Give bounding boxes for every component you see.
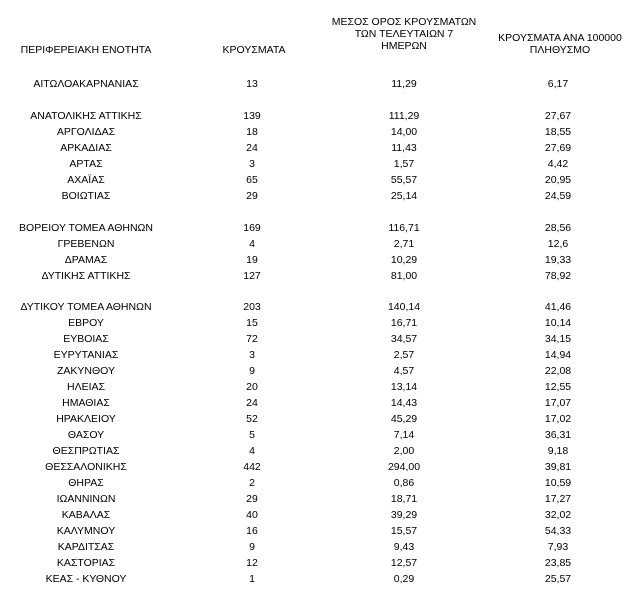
cell-avg7: 2,71 xyxy=(393,237,415,250)
cell-cases: 12 xyxy=(246,556,258,569)
cell-region: ΘΕΣΣΑΛΟΝΙΚΗΣ xyxy=(45,460,127,473)
cell-cases: 20 xyxy=(246,381,258,394)
cell-per100k: 17,02 xyxy=(544,413,572,426)
cell-avg7: 15,57 xyxy=(390,524,418,537)
cell-region: ΑΡΚΑΔΙΑΣ xyxy=(60,141,112,154)
cell-avg7: 10,29 xyxy=(390,253,418,266)
cell-region: ΚΕΑΣ - ΚΥΘΝΟΥ xyxy=(45,572,127,585)
cell-cases: 19 xyxy=(246,253,258,266)
cell-avg7: 2,00 xyxy=(393,445,415,457)
cell-avg7: 0,86 xyxy=(393,476,415,489)
cell-cases: 24 xyxy=(246,141,258,154)
cell-avg7: 7,14 xyxy=(393,429,415,441)
cell-cases: 4 xyxy=(249,237,255,250)
cell-per100k: 32,02 xyxy=(544,508,572,521)
header-per100k xyxy=(478,32,642,56)
cell-region: ΓΡΕΒΕΝΩΝ xyxy=(57,237,115,250)
cell-per100k: 23,85 xyxy=(544,556,572,569)
cell-cases: 65 xyxy=(246,173,258,186)
cell-region: ΔΡΑΜΑΣ xyxy=(64,253,108,266)
cell-per100k: 18,55 xyxy=(544,125,572,138)
cell-avg7: 16,71 xyxy=(390,317,418,330)
cell-cases: 2 xyxy=(249,476,255,489)
cell-avg7: 18,71 xyxy=(390,492,418,505)
cell-cases: 29 xyxy=(246,492,258,505)
cell-per100k: 9,18 xyxy=(547,445,569,457)
cell-per100k: 10,59 xyxy=(544,476,572,489)
header-avg7 xyxy=(322,16,486,52)
cell-region: ΚΑΡΔΙΤΣΑΣ xyxy=(57,540,115,553)
cell-per100k: 7,93 xyxy=(547,540,569,553)
cell-region: ΘΑΣΟΥ xyxy=(67,429,105,441)
cell-region: ΒΟΡΕΙΟΥ ΤΟΜΕΑ ΑΘΗΝΩΝ xyxy=(19,221,153,234)
cell-region: ΑΡΓΟΛΙΔΑΣ xyxy=(56,125,116,138)
cell-cases: 169 xyxy=(243,221,261,234)
cell-region: ΗΡΑΚΛΕΙΟΥ xyxy=(56,413,116,426)
cell-per100k: 41,46 xyxy=(544,301,572,314)
cell-cases: 13 xyxy=(246,78,258,90)
cell-region: ΒΟΙΩΤΙΑΣ xyxy=(61,189,111,202)
cell-region: ΕΥΡΥΤΑΝΙΑΣ xyxy=(53,349,119,362)
header-region xyxy=(0,44,172,56)
cell-per100k: 54,33 xyxy=(544,524,572,537)
cell-cases: 442 xyxy=(243,460,261,473)
cell-region: ΚΑΣΤΟΡΙΑΣ xyxy=(56,556,116,569)
cell-region: ΖΑΚΥΝΘΟΥ xyxy=(56,365,116,378)
cell-cases: 139 xyxy=(243,110,261,122)
cell-per100k: 25,57 xyxy=(544,572,572,585)
cell-cases: 52 xyxy=(246,413,258,426)
cell-cases: 1 xyxy=(249,572,255,585)
cell-avg7: 1,57 xyxy=(393,157,415,170)
cell-avg7: 55,57 xyxy=(390,173,418,186)
cell-per100k: 4,42 xyxy=(547,157,569,170)
cell-region: ΑΧΑΪΑΣ xyxy=(67,173,105,186)
cell-avg7: 140,14 xyxy=(387,301,421,314)
cell-cases: 3 xyxy=(249,349,255,362)
cell-avg7: 12,57 xyxy=(390,556,418,569)
cell-avg7: 39,29 xyxy=(390,508,418,521)
cell-region: ΚΑΒΑΛΑΣ xyxy=(61,508,111,521)
cell-per100k: 24,59 xyxy=(544,189,572,202)
cell-region: ΑΝΑΤΟΛΙΚΗΣ ΑΤΤΙΚΗΣ xyxy=(30,110,142,122)
cell-per100k: 12,6 xyxy=(547,237,569,250)
cell-avg7: 4,57 xyxy=(393,365,415,378)
cell-avg7: 0,29 xyxy=(393,572,415,585)
cell-cases: 127 xyxy=(243,269,261,282)
cell-avg7: 2,57 xyxy=(393,349,415,362)
header-per100k-line-2: ΠΛΗΘΥΣΜΟ xyxy=(529,44,591,56)
cell-per100k: 19,33 xyxy=(544,253,572,266)
cell-avg7: 9,43 xyxy=(393,540,415,553)
cell-region: ΕΒΡΟΥ xyxy=(68,317,104,330)
cell-avg7: 14,00 xyxy=(390,125,418,138)
cell-region: ΑΙΤΩΛΟΑΚΑΡΝΑΝΙΑΣ xyxy=(33,78,139,90)
cell-avg7: 13,14 xyxy=(390,381,418,394)
cell-avg7: 14,43 xyxy=(390,397,418,410)
cell-cases: 24 xyxy=(246,397,258,410)
cell-per100k: 17,07 xyxy=(544,397,572,410)
cell-per100k: 22,08 xyxy=(544,365,572,378)
cell-avg7: 81,00 xyxy=(390,269,418,282)
cell-avg7: 34,57 xyxy=(390,333,418,346)
cell-per100k: 20,95 xyxy=(544,173,572,186)
cell-avg7: 11,29 xyxy=(391,78,417,90)
cell-cases: 40 xyxy=(246,508,258,521)
cell-region: ΘΕΣΠΡΩΤΙΑΣ xyxy=(52,445,120,457)
cell-cases: 3 xyxy=(249,157,255,170)
cell-per100k: 17,27 xyxy=(544,492,572,505)
cell-per100k: 12,55 xyxy=(544,381,572,394)
cell-region: ΗΛΕΙΑΣ xyxy=(66,381,106,394)
cell-cases: 18 xyxy=(246,125,258,138)
cell-avg7: 116,71 xyxy=(388,221,420,234)
cell-region: ΕΥΒΟΙΑΣ xyxy=(63,333,109,346)
cell-region: ΔΥΤΙΚΟΥ ΤΟΜΕΑ ΑΘΗΝΩΝ xyxy=(20,301,152,314)
cell-region: ΚΑΛΥΜΝΟΥ xyxy=(56,524,116,537)
cell-region: ΘΗΡΑΣ xyxy=(68,476,104,489)
cell-cases: 29 xyxy=(246,189,258,202)
cell-avg7: 111,29 xyxy=(388,110,420,122)
cell-region: ΔΥΤΙΚΗΣ ΑΤΤΙΚΗΣ xyxy=(41,269,131,282)
header-avg7-line-1: ΜΕΣΟΣ ΟΡΟΣ ΚΡΟΥΣΜΑΤΩΝ xyxy=(331,16,477,28)
cell-cases: 9 xyxy=(249,540,255,553)
cell-region: ΑΡΤΑΣ xyxy=(69,157,103,170)
cell-per100k: 27,67 xyxy=(544,110,572,122)
cell-cases: 4 xyxy=(249,445,255,457)
cell-region: ΗΜΑΘΙΑΣ xyxy=(62,397,110,410)
header-avg7-line-2: ΤΩΝ ΤΕΛΕΥΤΑΙΩΝ 7 xyxy=(354,28,454,40)
cell-per100k: 28,56 xyxy=(544,221,572,234)
cell-cases: 9 xyxy=(249,365,255,378)
cell-cases: 5 xyxy=(249,429,255,441)
cell-per100k: 6,17 xyxy=(547,78,569,90)
cell-cases: 203 xyxy=(243,301,261,314)
cell-avg7: 294,00 xyxy=(387,460,421,473)
header-avg7-line-3: ΗΜΕΡΩΝ xyxy=(381,40,427,52)
cell-per100k: 34,15 xyxy=(544,333,572,346)
header-cases-label: ΚΡΟΥΣΜΑΤΑ xyxy=(222,44,286,56)
header-per100k-line-1: ΚΡΟΥΣΜΑΤΑ ΑΝΑ 100000 xyxy=(498,32,622,44)
cell-per100k: 78,92 xyxy=(544,269,572,282)
cell-cases: 72 xyxy=(246,333,258,346)
cell-per100k: 10,14 xyxy=(544,317,572,330)
header-cases xyxy=(212,44,296,56)
cell-region: ΙΩΑΝΝΙΝΩΝ xyxy=(56,492,116,505)
cell-cases: 15 xyxy=(246,317,258,330)
cell-per100k: 39,81 xyxy=(544,460,572,473)
cell-per100k: 27,69 xyxy=(544,141,572,154)
header-region-label: ΠΕΡΙΦΕΡΕΙΑΚΗ ΕΝΟΤΗΤΑ xyxy=(20,44,152,56)
cell-avg7: 25,14 xyxy=(390,189,418,202)
cell-per100k: 36,31 xyxy=(544,429,572,441)
cell-avg7: 45,29 xyxy=(390,413,418,426)
cell-per100k: 14,94 xyxy=(544,349,572,362)
cell-cases: 16 xyxy=(246,524,258,537)
cell-avg7: 11,43 xyxy=(391,141,417,154)
